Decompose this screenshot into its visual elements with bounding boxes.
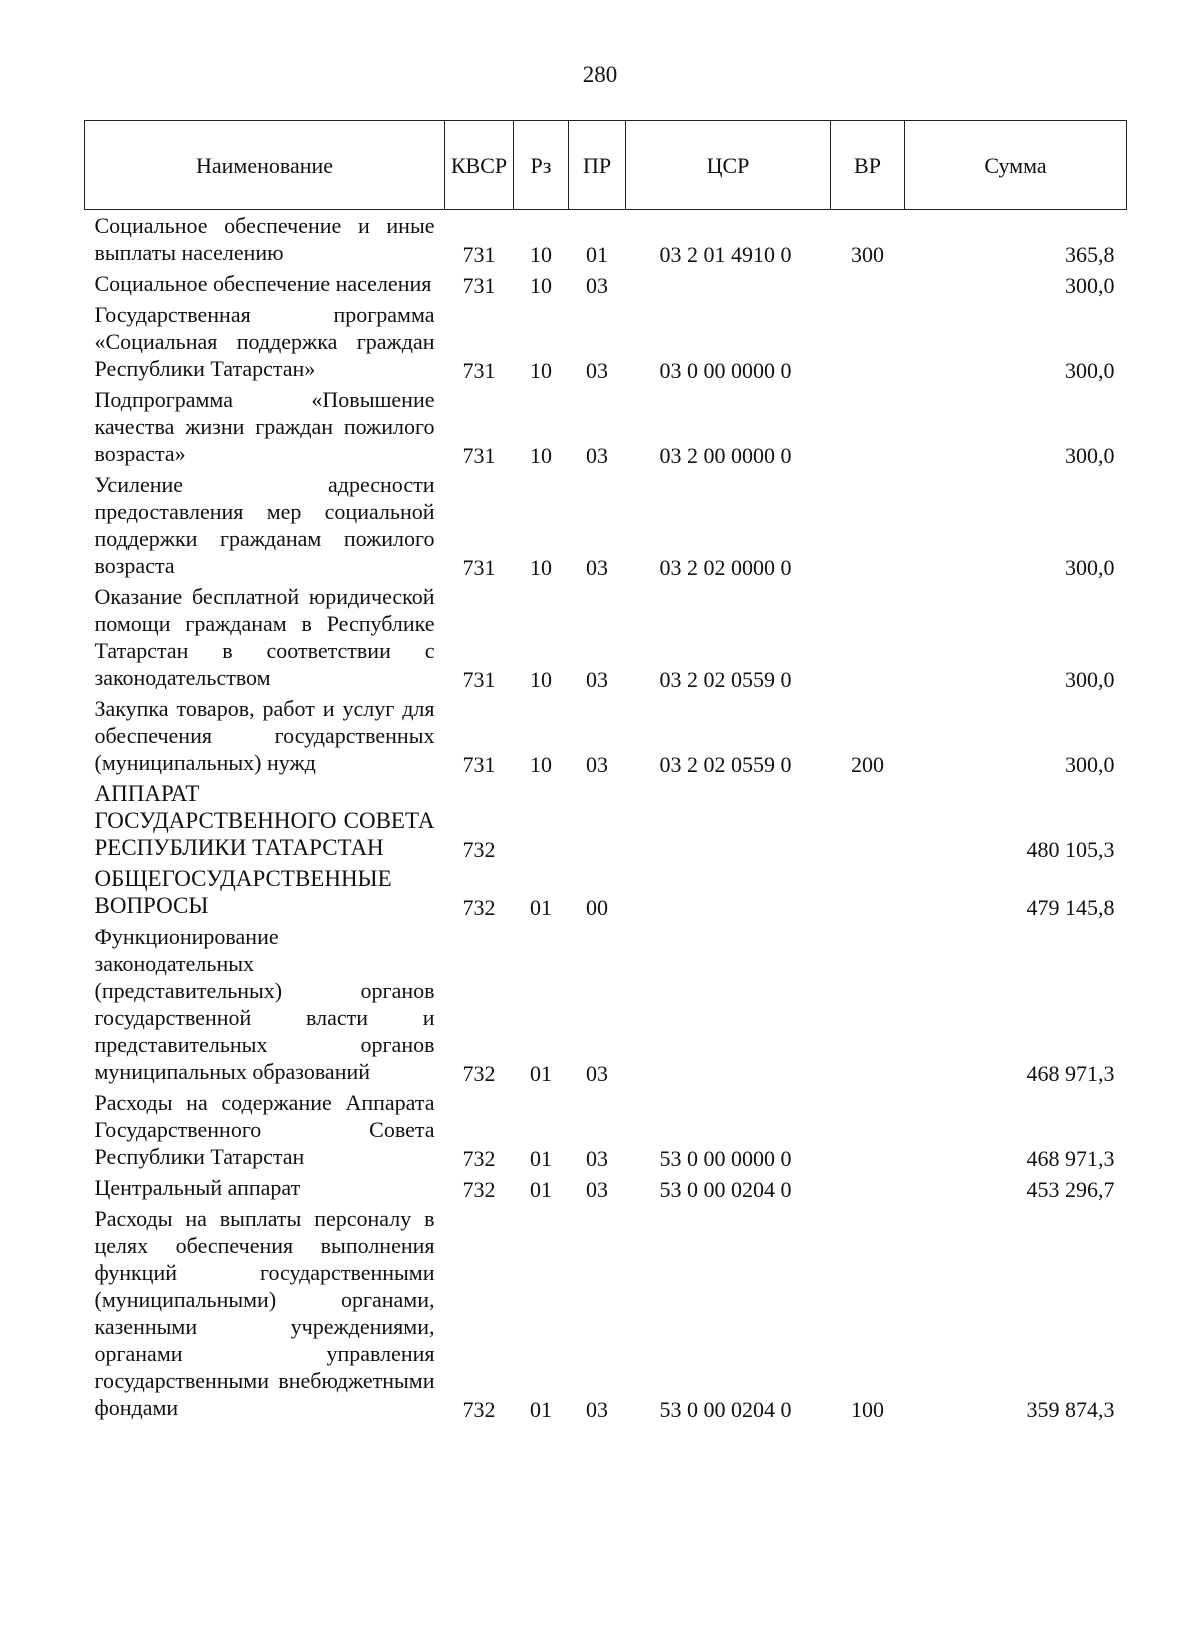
row-csr: 53 0 00 0204 0: [659, 1397, 792, 1422]
header-csr: ЦСР: [626, 121, 831, 210]
row-rz: 01: [530, 1146, 552, 1171]
row-sum: 300,0: [1065, 752, 1115, 777]
row-vr: 100: [851, 1397, 884, 1422]
row-sum: 300,0: [1065, 555, 1115, 580]
header-kvsr: КВСР: [445, 121, 514, 210]
row-sum: 300,0: [1065, 667, 1115, 692]
row-vr: [831, 921, 905, 1087]
row-vr: [831, 581, 905, 693]
row-sum: 480 105,3: [1026, 837, 1115, 862]
row-rz: 01: [530, 1061, 552, 1086]
row-pr: 03: [586, 1061, 608, 1086]
table-row: [85, 469, 1127, 581]
row-pr: 03: [586, 358, 608, 383]
row-kvsr: 732: [462, 1397, 496, 1422]
row-pr: 03: [586, 1397, 608, 1422]
table-row: [85, 693, 1127, 778]
row-pr: 03: [586, 1146, 608, 1171]
row-vr: [831, 268, 905, 299]
row-pr: 03: [586, 555, 608, 580]
row-pr: 03: [586, 443, 608, 468]
row-rz: 01: [530, 895, 552, 920]
row-rz: 10: [530, 752, 552, 777]
row-name: Усиление адресности предоставления мер социальной поддержки гражданам пожилого возраста: [94, 472, 435, 578]
row-vr: [831, 469, 905, 581]
table-row: [85, 863, 1127, 921]
header-rz: Рз: [514, 121, 569, 210]
table-row: [85, 921, 1127, 1087]
row-csr: 03 2 00 0000 0: [659, 443, 792, 468]
row-pr: 03: [586, 1177, 608, 1202]
table-row: [85, 268, 1127, 299]
row-kvsr: 732: [462, 837, 496, 862]
row-sum: 468 971,3: [1026, 1061, 1115, 1086]
row-csr: [626, 268, 831, 299]
row-vr: [831, 863, 905, 921]
row-sum: 365,8: [1065, 242, 1115, 267]
row-name: Подпрограмма «Повышение качества жизни граждан пожилого возраста»: [94, 387, 435, 466]
row-vr: 200: [851, 752, 884, 777]
header-vr: ВР: [831, 121, 905, 210]
row-pr: 03: [586, 752, 608, 777]
row-rz: 10: [530, 273, 552, 298]
table-row: [85, 778, 1127, 863]
row-csr: 53 0 00 0204 0: [659, 1177, 792, 1202]
row-csr: 03 2 02 0559 0: [659, 752, 792, 777]
row-sum: 453 296,7: [1026, 1177, 1115, 1202]
row-name: Закупка товаров, работ и услуг для обеспечения государственных (муниципальных) нужд: [94, 696, 435, 775]
table-row: [85, 1087, 1127, 1172]
row-kvsr: 731: [462, 752, 496, 777]
row-rz: 01: [530, 1177, 552, 1202]
row-csr: 03 2 01 4910 0: [659, 242, 792, 267]
row-kvsr: 731: [462, 273, 496, 298]
table-row: [85, 581, 1127, 693]
row-vr: [831, 1172, 905, 1203]
row-kvsr: 731: [462, 555, 496, 580]
row-kvsr: 732: [462, 1146, 496, 1171]
row-kvsr: 731: [462, 358, 496, 383]
row-sum: 479 145,8: [1026, 895, 1115, 920]
row-name: Функционирование законодательных (представительных) органов государственной власти и представительных органов муниципальных образований: [94, 924, 435, 1084]
row-sum: 300,0: [1065, 273, 1115, 298]
header-name: Наименование: [85, 121, 445, 210]
table-header-row: [85, 121, 1127, 210]
row-csr: [626, 921, 831, 1087]
row-csr: 03 2 02 0559 0: [659, 667, 792, 692]
row-csr: 03 0 00 0000 0: [659, 358, 792, 383]
row-kvsr: 731: [462, 667, 496, 692]
header-pr: ПР: [569, 121, 626, 210]
table-row: [85, 1203, 1127, 1423]
page-number: 280: [582, 62, 618, 87]
row-kvsr: 731: [462, 443, 496, 468]
table-row: [85, 1172, 1127, 1203]
row-name: Социальное обеспечение и иные выплаты населению: [94, 213, 435, 265]
row-vr: [831, 384, 905, 469]
row-rz: 10: [530, 358, 552, 383]
row-kvsr: 732: [462, 1061, 496, 1086]
row-sum: 300,0: [1065, 443, 1115, 468]
row-vr: [831, 778, 905, 863]
row-pr: 01: [586, 242, 608, 267]
row-vr: 300: [851, 242, 884, 267]
row-rz: 10: [530, 555, 552, 580]
row-sum: 359 874,3: [1026, 1397, 1115, 1422]
row-pr: 03: [586, 273, 608, 298]
budget-table: [84, 120, 1127, 1423]
row-name: Государственная программа «Социальная поддержка граждан Республики Татарстан»: [94, 302, 435, 381]
row-rz: 10: [530, 667, 552, 692]
row-csr: 53 0 00 0000 0: [659, 1146, 792, 1171]
row-kvsr: 732: [462, 1177, 496, 1202]
row-sum: 300,0: [1065, 358, 1115, 383]
row-pr: [569, 778, 626, 863]
row-name: Социальное обеспечение населения: [94, 271, 432, 296]
row-rz: 10: [530, 443, 552, 468]
row-kvsr: 732: [462, 895, 496, 920]
row-csr: [626, 778, 831, 863]
row-vr: [831, 1087, 905, 1172]
row-pr: 03: [586, 667, 608, 692]
row-rz: 01: [530, 1397, 552, 1422]
header-sum: Сумма: [905, 121, 1127, 210]
row-sum: 468 971,3: [1026, 1146, 1115, 1171]
row-name: Центральный аппарат: [94, 1175, 301, 1200]
row-rz: [514, 778, 569, 863]
row-name: Оказание бесплатной юридической помощи гражданам в Республике Татарстан в соответствии с законодательством: [94, 584, 435, 690]
table-row: [85, 299, 1127, 384]
row-name: Расходы на содержание Аппарата Государственного Совета Республики Татарстан: [94, 1090, 435, 1169]
row-csr: 03 2 02 0000 0: [659, 555, 792, 580]
table-row: [85, 384, 1127, 469]
row-vr: [831, 299, 905, 384]
row-kvsr: 731: [462, 242, 496, 267]
row-name: АППАРАТ ГОСУДАРСТВЕННОГО СОВЕТА РЕСПУБЛИКИ ТАТАРСТАН: [94, 781, 435, 860]
row-name: ОБЩЕГОСУДАРСТВЕННЫЕ ВОПРОСЫ: [94, 866, 392, 918]
row-csr: [626, 863, 831, 921]
row-rz: 10: [530, 242, 552, 267]
row-pr: 00: [586, 895, 608, 920]
table-row: [85, 210, 1127, 269]
row-name: Расходы на выплаты персоналу в целях обеспечения выполнения функций государственными (муниципальными) органами, казенными учреждениями, органами управления государственными внебюджетными фондами: [94, 1206, 435, 1420]
